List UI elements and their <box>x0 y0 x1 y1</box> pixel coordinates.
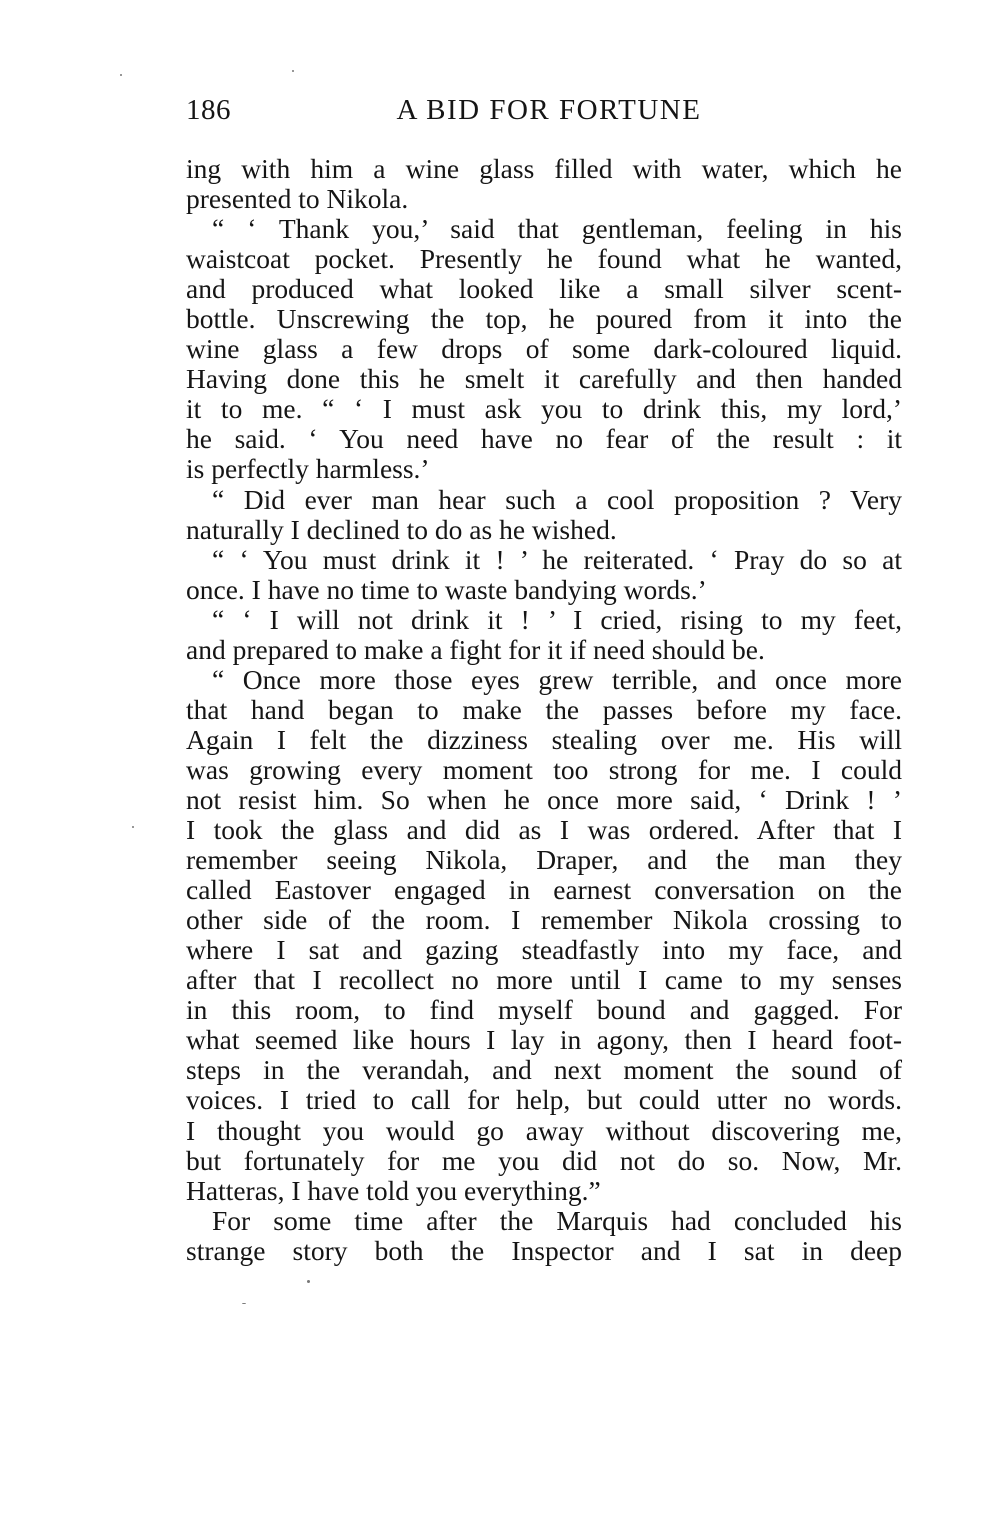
text-line: presented to Nikola. <box>186 183 409 215</box>
text-line: waistcoat pocket. Presently he found what he wanted, <box>186 243 902 275</box>
text-line: was growing every moment too strong for me. I could <box>186 753 902 785</box>
text-line: Having done this he smelt it carefully and then handed <box>186 363 902 395</box>
text-line: but fortunately for me you did not do so. Now, Mr. <box>186 1144 902 1176</box>
text-line: voices. I tried to call for help, but could utter no words. <box>186 1084 902 1116</box>
text-line: where I sat and gazing steadfastly into my face, and <box>186 934 902 966</box>
text-line: that hand began to make the passes before my face. <box>186 693 902 725</box>
text-line: Again I felt the dizziness stealing over me. His will <box>186 723 902 755</box>
text-line: what seemed like hours I lay in agony, then I heard foot- <box>186 1024 902 1056</box>
text-line: steps in the verandah, and next moment the sound of <box>186 1054 902 1086</box>
scan-speck <box>120 74 122 76</box>
text-line: For some time after the Marquis had concluded his <box>212 1204 902 1236</box>
body-text <box>186 154 902 1266</box>
text-line: it to me. “ ‘ I must ask you to drink this, my lord,’ <box>186 393 902 425</box>
text-line: remember seeing Nikola, Draper, and the man they <box>186 844 902 876</box>
text-line: and prepared to make a fight for it if need should be. <box>186 633 765 665</box>
text-line: is perfectly harmless.’ <box>186 453 430 485</box>
scan-speck <box>132 826 134 828</box>
text-line: wine glass a few drops of some dark-coloured liquid. <box>186 333 902 365</box>
text-line: “ Did ever man hear such a cool proposition ? Very <box>212 483 902 515</box>
text-line: once. I have no time to waste bandying words.’ <box>186 573 707 605</box>
text-line: “ ‘ You must drink it ! ’ he reiterated. ‘ Pray do so at <box>212 543 902 575</box>
text-line: bottle. Unscrewing the top, he poured from it into the <box>186 303 902 335</box>
text-line: other side of the room. I remember Nikola crossing to <box>186 904 902 936</box>
text-line: I took the glass and did as I was ordered. After that I <box>186 814 902 846</box>
page-header <box>186 94 902 134</box>
text-line: strange story both the Inspector and I sat in deep <box>186 1234 902 1266</box>
text-line: Hatteras, I have told you everything.” <box>186 1174 601 1206</box>
text-line: “ Once more those eyes grew terrible, and once more <box>212 663 902 695</box>
page-number: 186 <box>186 94 231 126</box>
running-title: A BID FOR FORTUNE <box>396 94 702 126</box>
text-line: “ ‘ Thank you,’ said that gentleman, feeling in his <box>212 213 902 245</box>
text-line: naturally I declined to do as he wished. <box>186 513 617 545</box>
text-line: I thought you would go away without discovering me, <box>186 1114 902 1146</box>
text-line: “ ‘ I will not drink it ! ’ I cried, rising to my feet, <box>212 603 902 635</box>
text-line: in this room, to find myself bound and gagged. For <box>186 994 902 1026</box>
text-line: called Eastover engaged in earnest conversation on the <box>186 874 902 906</box>
scan-speck <box>307 1280 310 1283</box>
text-line: ing with him a wine glass filled with water, which he <box>186 153 902 184</box>
scan-speck <box>242 1303 246 1304</box>
text-line: he said. ‘ You need have no fear of the result : it <box>186 423 902 455</box>
text-line: after that I recollect no more until I came to my senses <box>186 964 902 996</box>
text-line: not resist him. So when he once more said, ‘ Drink ! ’ <box>186 783 902 815</box>
text-line: and produced what looked like a small silver scent- <box>186 273 902 305</box>
scan-speck <box>292 70 294 72</box>
